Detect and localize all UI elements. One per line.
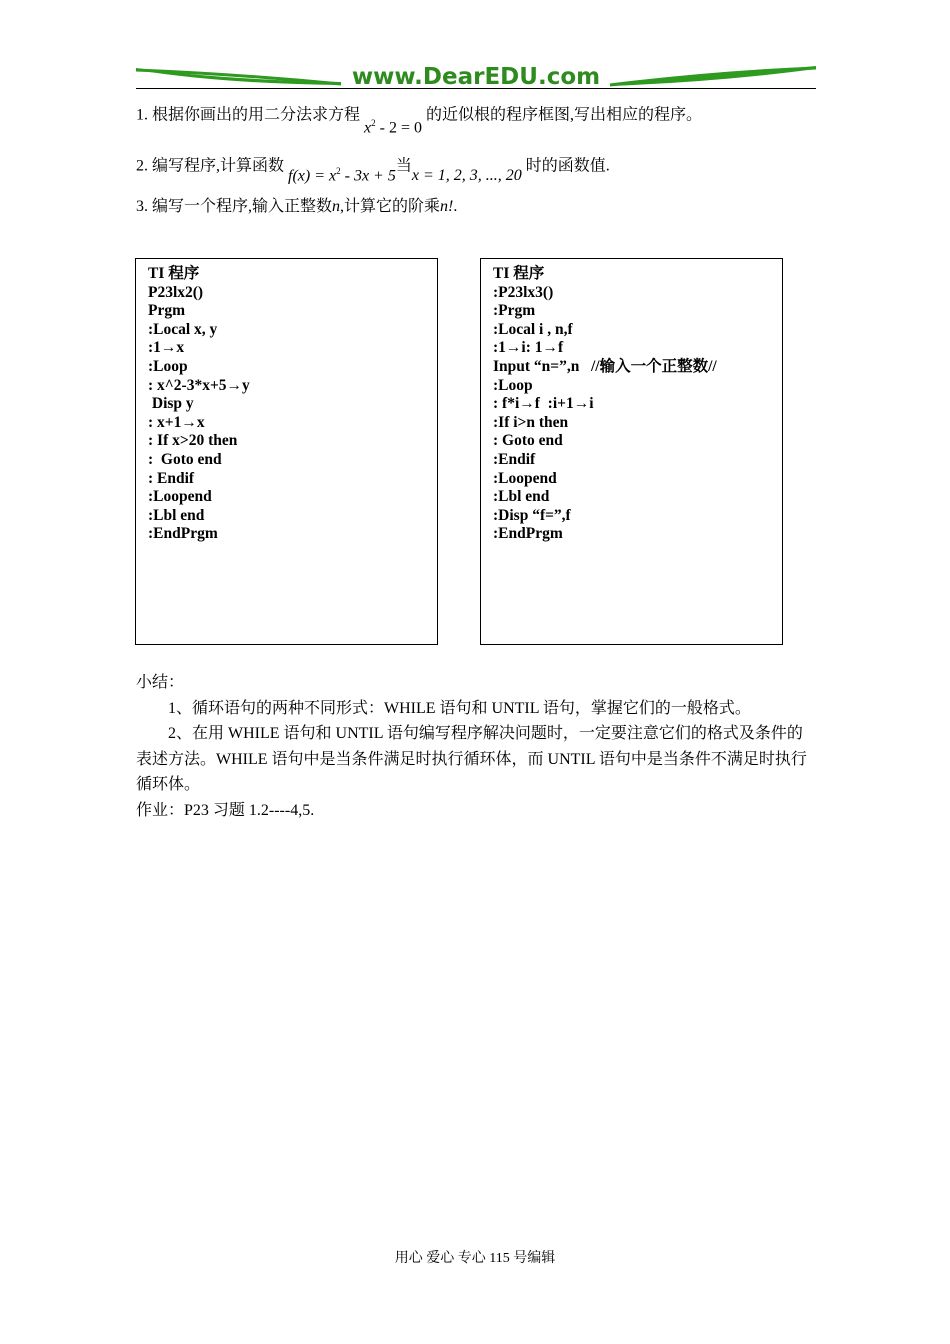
question-2-function: $f(x) = x^2 - 3x + 5$ bbox=[288, 166, 396, 185]
summary-section bbox=[136, 670, 816, 824]
question-3-factorial: n! bbox=[440, 198, 454, 215]
code-line: :If i>n then bbox=[493, 413, 569, 431]
question-3-suffix: . bbox=[453, 198, 458, 215]
program-box-left bbox=[135, 258, 438, 645]
code-line: :Local i , n,f bbox=[493, 320, 573, 338]
code-line: :EndPrgm bbox=[493, 525, 563, 543]
question-3-middle: ,计算它的阶乘 bbox=[340, 198, 441, 215]
code-line: :Endif bbox=[493, 450, 536, 468]
code-line: :Loopend bbox=[148, 488, 212, 506]
code-line: : Goto end bbox=[493, 432, 563, 450]
question-1-suffix: 的近似根的程序框图,写出相应的程序。 bbox=[425, 106, 702, 124]
question-1 bbox=[136, 100, 702, 137]
code-line: :Lbl end bbox=[148, 506, 205, 524]
page-footer: 用心 爱心 专心 115 号编辑 bbox=[394, 1251, 556, 1266]
code-line: : x^2-3*x+5→y bbox=[148, 376, 250, 394]
code-line: :P23lx3() bbox=[493, 283, 554, 301]
code-line: Input “n=”,n //输入一个正整数// bbox=[493, 357, 717, 375]
question-2-condition: x = 1, 2, 3, ..., 20 bbox=[411, 167, 522, 185]
question-3 bbox=[136, 197, 457, 217]
program-box-right bbox=[480, 258, 783, 645]
summary-title: 小结： bbox=[136, 674, 185, 691]
code-line: : If x>20 then bbox=[148, 432, 238, 450]
code-line: :EndPrgm bbox=[148, 525, 218, 543]
code-line: : x+1→x bbox=[148, 413, 205, 431]
question-2 bbox=[136, 151, 610, 185]
code-line: :Disp “f=”,f bbox=[493, 506, 571, 524]
code-line: :Prgm bbox=[493, 302, 536, 320]
summary-point-2: 2、在用 WHILE 语句和 UNTIL 语句编写程序解决问题时，一定要注意它们的格式及条件的表述方法。WHILE 语句中是当条件满足时执行循环体，而 UNTIL 语句中是当条件不满足时执行循环体。 bbox=[136, 725, 807, 794]
code-line: Prgm bbox=[148, 302, 186, 320]
code-line: :1→i: 1→f bbox=[493, 339, 564, 357]
code-line: :Loopend bbox=[493, 469, 557, 487]
code-line: :Loop bbox=[148, 357, 188, 375]
header-rule bbox=[136, 88, 816, 89]
code-line: : Goto end bbox=[148, 450, 222, 468]
homework: 作业：P23 习题 1.2----4,5. bbox=[136, 801, 315, 819]
question-2-prefix: 2. 编写程序,计算函数 bbox=[136, 157, 285, 175]
code-line: TI 程序 bbox=[148, 265, 200, 282]
code-line: Disp y bbox=[148, 395, 194, 413]
code-line: :Lbl end bbox=[493, 488, 550, 506]
question-1-prefix: 1. 根据你画出的用二分法求方程 bbox=[136, 106, 361, 124]
code-line: :1→x bbox=[148, 339, 185, 357]
code-line: P23lx2() bbox=[148, 283, 204, 301]
question-3-var: n bbox=[332, 198, 341, 215]
question-1-equation: $x^2 - 2 = 0$ bbox=[364, 118, 422, 137]
code-line: : f*i→f :i+1→i bbox=[493, 395, 594, 413]
code-line: :Local x, y bbox=[148, 320, 218, 338]
code-line: : Endif bbox=[148, 469, 195, 487]
question-2-when: 当 bbox=[395, 157, 412, 175]
question-2-suffix: 时的函数值. bbox=[525, 157, 610, 175]
question-3-prefix: 3. 编写一个程序,输入正整数 bbox=[136, 198, 333, 215]
code-line: :Loop bbox=[493, 376, 533, 394]
summary-point-1: 1、循环语句的两种不同形式：WHILE 语句和 UNTIL 语句，掌握它们的一般格式。 bbox=[168, 699, 751, 717]
code-line: TI 程序 bbox=[493, 265, 545, 282]
site-logo-text: www.DearEDU.com bbox=[351, 64, 601, 90]
